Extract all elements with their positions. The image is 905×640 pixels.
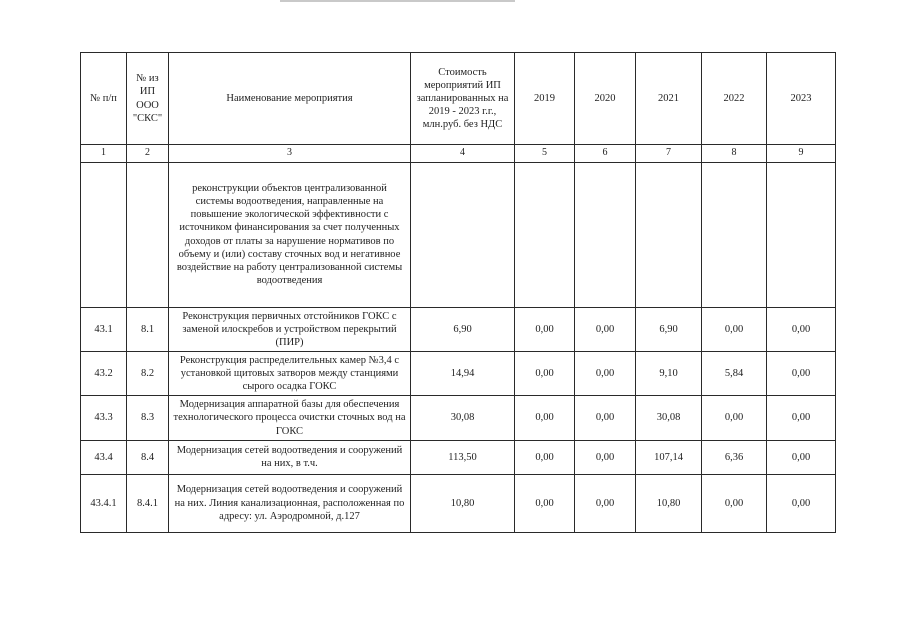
header-cell-ip-num: № из ИП ООО "СКС" [127,53,169,145]
row-num: 43.3 [81,396,127,440]
index-cell: 3 [169,145,411,163]
row-2022: 0,00 [702,474,767,532]
row-2022: 0,00 [702,307,767,351]
empty-cell [636,162,702,307]
header-cell-cost: Стоимость мероприятий ИП запланированных на 2019 - 2023 г.г., млн.руб. без НДС [411,53,515,145]
table-row [81,474,836,532]
row-ip-num: 8.1 [127,307,169,351]
row-cost: 14,94 [411,351,515,395]
header-cell-2023: 2023 [767,53,836,145]
empty-cell [81,162,127,307]
empty-cell [127,162,169,307]
row-num: 43.1 [81,307,127,351]
row-2019: 0,00 [515,396,575,440]
empty-cell [575,162,636,307]
index-cell: 5 [515,145,575,163]
row-2020: 0,00 [575,307,636,351]
table-row [81,351,836,395]
row-name: Реконструкция распределительных камер №3,4 с установкой щитовых затворов между станциями сырого осадка ГОКС [169,351,411,395]
row-2020: 0,00 [575,474,636,532]
empty-cell [702,162,767,307]
table-header-row [81,53,836,145]
row-2023: 0,00 [767,396,836,440]
empty-cell [411,162,515,307]
row-2019: 0,00 [515,307,575,351]
header-cell-num: № п/п [81,53,127,145]
row-2021: 9,10 [636,351,702,395]
row-cost: 113,50 [411,440,515,474]
row-2021: 6,90 [636,307,702,351]
row-2020: 0,00 [575,396,636,440]
header-cell-2021: 2021 [636,53,702,145]
empty-cell [767,162,836,307]
row-2022: 5,84 [702,351,767,395]
index-cell: 2 [127,145,169,163]
row-2023: 0,00 [767,351,836,395]
row-cost: 10,80 [411,474,515,532]
row-2021: 30,08 [636,396,702,440]
column-index-row [81,145,836,163]
row-2020: 0,00 [575,440,636,474]
row-ip-num: 8.2 [127,351,169,395]
row-cost: 30,08 [411,396,515,440]
empty-cell [515,162,575,307]
header-cell-2022: 2022 [702,53,767,145]
index-cell: 7 [636,145,702,163]
table-row [81,396,836,440]
row-2023: 0,00 [767,474,836,532]
continuation-text: реконструкции объектов централизованной системы водоотведения, направленные на повышение экологической эффективности с источником финансирования за счет полученных доходов от платы за нарушение нормативов по объему и (или) составу сточных вод и негативное воздействие на работу централизованной системы водоотведения [169,162,411,307]
index-cell: 4 [411,145,515,163]
row-ip-num: 8.4.1 [127,474,169,532]
continuation-row [81,162,836,307]
index-cell: 8 [702,145,767,163]
row-2019: 0,00 [515,474,575,532]
row-2022: 6,36 [702,440,767,474]
header-cell-name: Наименование мероприятия [169,53,411,145]
row-ip-num: 8.3 [127,396,169,440]
row-2022: 0,00 [702,396,767,440]
row-num: 43.2 [81,351,127,395]
row-cost: 6,90 [411,307,515,351]
row-2020: 0,00 [575,351,636,395]
row-num: 43.4.1 [81,474,127,532]
row-2019: 0,00 [515,440,575,474]
row-ip-num: 8.4 [127,440,169,474]
row-name: Модернизация сетей водоотведения и сооружений на них. Линия канализационная, расположенная по адресу: ул. Аэродромной, д.127 [169,474,411,532]
row-name: Реконструкция первичных отстойников ГОКС с заменой илоскребов и устройством перекрытий (ПИР) [169,307,411,351]
header-cell-2020: 2020 [575,53,636,145]
row-name: Модернизация сетей водоотведения и сооружений на них, в т.ч. [169,440,411,474]
row-2023: 0,00 [767,440,836,474]
row-2021: 10,80 [636,474,702,532]
row-2021: 107,14 [636,440,702,474]
table-row [81,307,836,351]
investment-plan-table [80,52,836,533]
index-cell: 1 [81,145,127,163]
row-num: 43.4 [81,440,127,474]
header-cell-2019: 2019 [515,53,575,145]
table-row [81,440,836,474]
index-cell: 6 [575,145,636,163]
index-cell: 9 [767,145,836,163]
row-2019: 0,00 [515,351,575,395]
row-name: Модернизация аппаратной базы для обеспечения технологического процесса очистки сточных вод на ГОКС [169,396,411,440]
row-2023: 0,00 [767,307,836,351]
scan-edge-line [280,0,515,2]
